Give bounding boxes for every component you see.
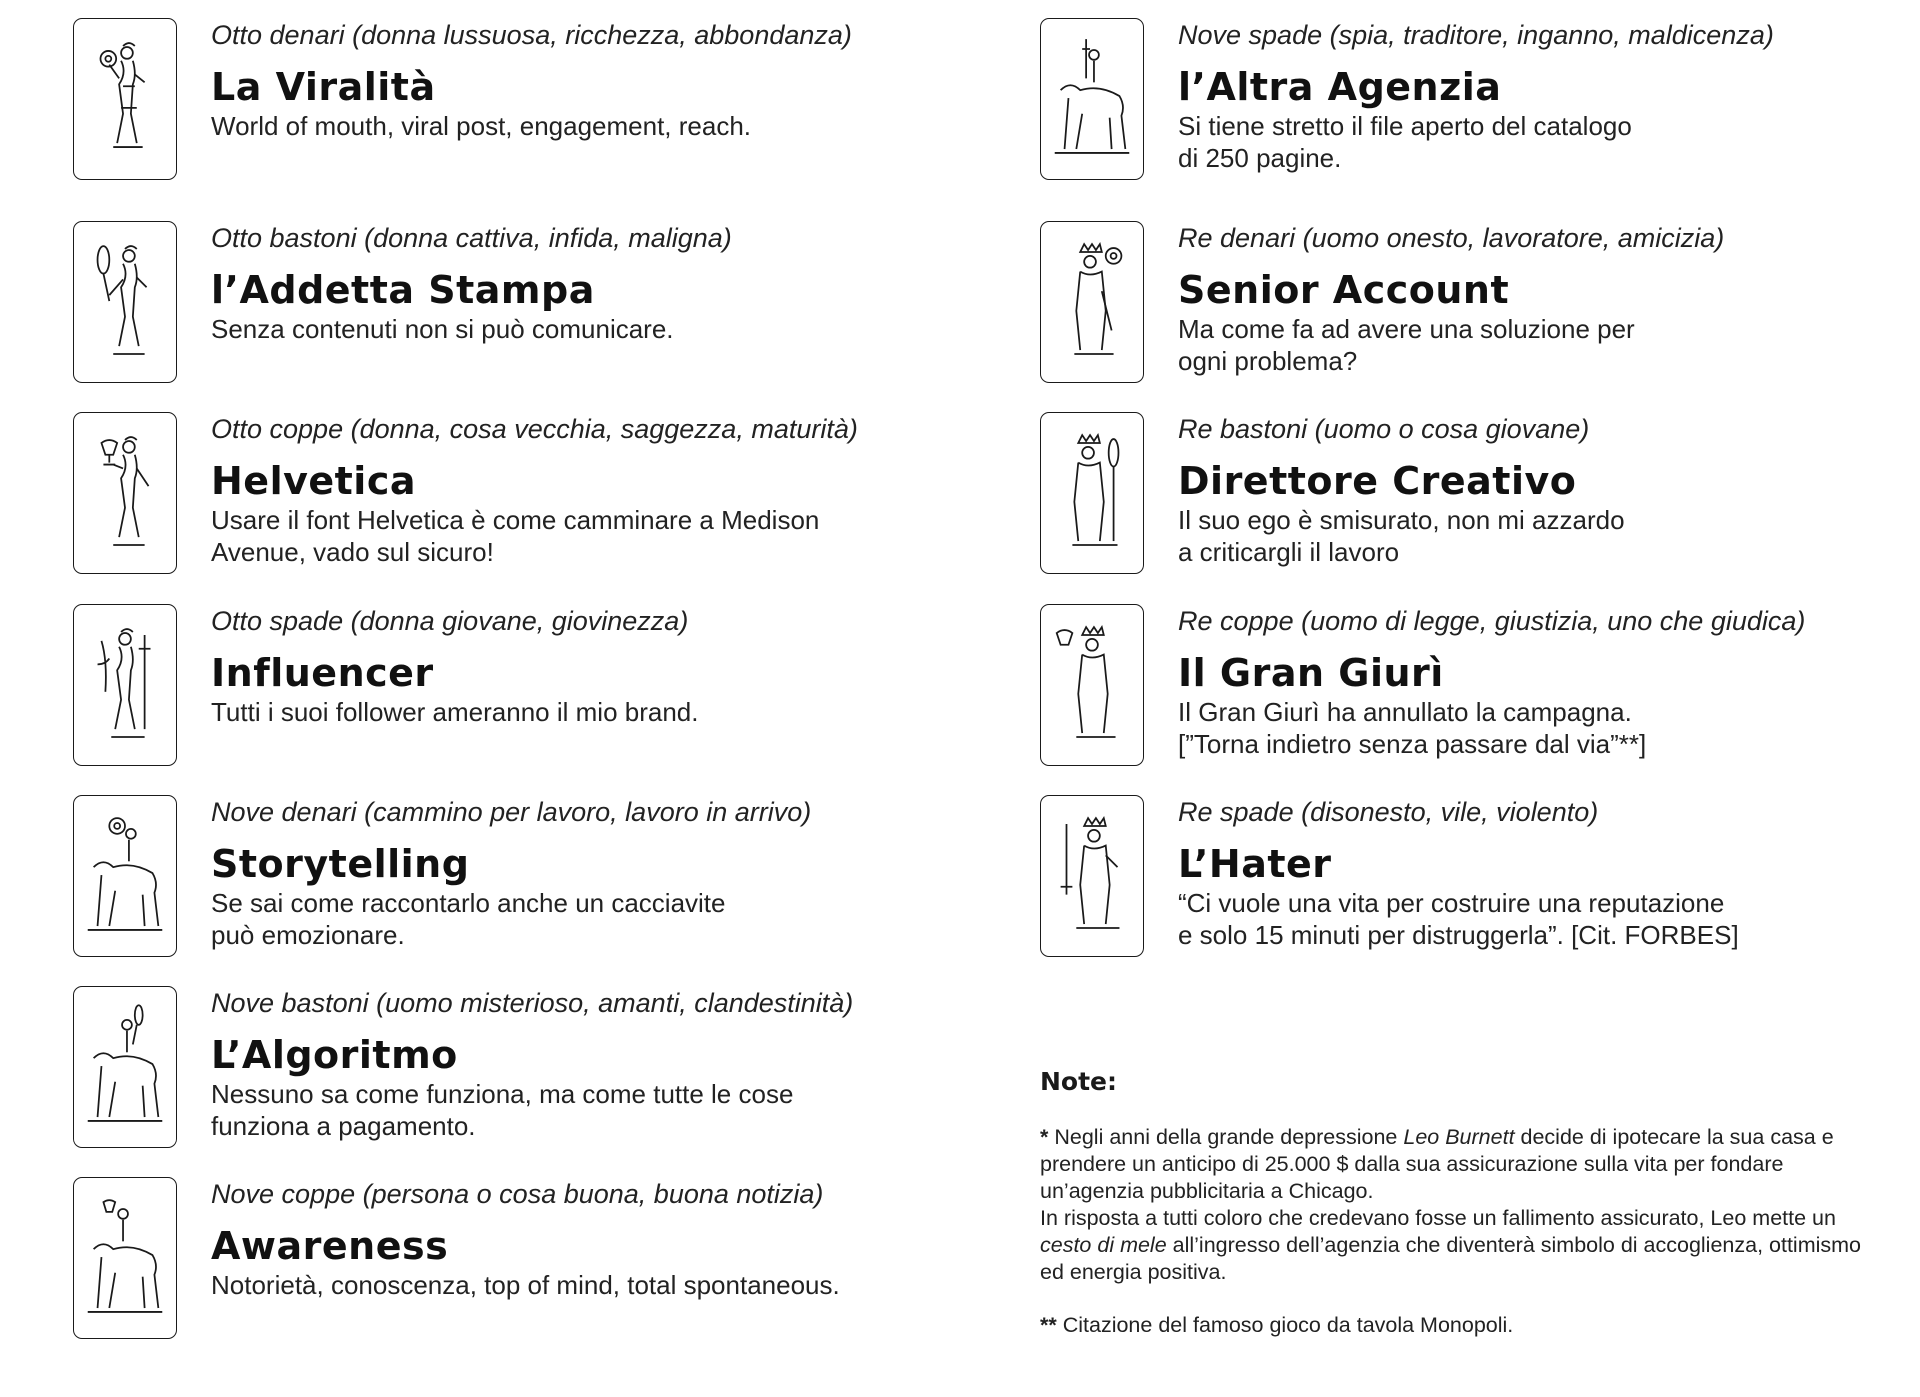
suit-line: Otto bastoni (donna cattiva, infida, maligna) [211,223,732,253]
note-marker: ** [1040,1313,1057,1337]
note-apples: cesto di mele [1040,1233,1167,1257]
card-entry [73,986,893,1156]
note-text: decide di ipotecare la sua casa e prendere un anticipo di 25.000 $ dalla sua assicurazione sulla vita per fondare un’agenzia pubblicitaria a Chicago. [1040,1125,1834,1203]
card-description: Nessuno sa come funziona, ma come tutte le cose funziona a pagamento. [211,1079,794,1141]
note-text: In risposta a tutti coloro che credevano fosse un fallimento assicurato, Leo mette un [1040,1206,1836,1230]
note-1-continued [1040,1205,1880,1286]
card-title: Awareness [211,1224,449,1268]
card-title: Direttore Creativo [1178,459,1577,503]
card-title: Senior Account [1178,268,1510,312]
note-2 [1040,1312,1880,1339]
note-1 [1040,1124,1880,1205]
card-description: Si tiene stretto il file aperto del catalogo di 250 pagine. [1178,111,1632,173]
card-description: Il Gran Giurì ha annullato la campagna. [”Torna indietro senza passare dal via”**] [1178,697,1647,759]
card-title: Il Gran Giurì [1178,651,1444,695]
card-entry [1040,795,1860,965]
card-entry [1040,221,1860,391]
card-title: l’Altra Agenzia [1178,65,1502,109]
figure-with-coin-icon [73,18,177,180]
suit-line: Re coppe (uomo di legge, giustizia, uno che giudica) [1178,606,1806,636]
notes-heading: Note: [1040,1067,1118,1096]
figure-with-sword-icon [73,604,177,766]
card-entry [1040,18,1860,188]
card-entry [73,412,893,582]
suit-line: Nove bastoni (uomo misterioso, amanti, clandestinità) [211,988,854,1018]
card-title: Helvetica [211,459,417,503]
card-entry [73,221,893,391]
horse-rider-cup-icon [73,1177,177,1339]
card-entry [73,1177,893,1347]
suit-line: Nove coppe (persona o cosa buona, buona notizia) [211,1179,824,1209]
note-text: Negli anni della grande depressione [1048,1125,1404,1149]
card-entry [73,18,893,188]
note-name: Leo Burnett [1403,1125,1515,1149]
card-title: Influencer [211,651,434,695]
suit-line: Re denari (uomo onesto, lavoratore, amicizia) [1178,223,1725,253]
card-title: L’Algoritmo [211,1033,458,1077]
horse-rider-sword-icon [1040,18,1144,180]
card-entry [1040,604,1860,774]
suit-line: Re spade (disonesto, vile, violento) [1178,797,1599,827]
card-description: Ma come fa ad avere una soluzione per ogni problema? [1178,314,1635,376]
card-description: Usare il font Helvetica è come camminare a Medison Avenue, vado sul sicuro! [211,505,820,567]
card-description: Se sai come raccontarlo anche un cacciavite può emozionare. [211,888,726,950]
card-title: L’Hater [1178,842,1332,886]
note-text: Citazione del famoso gioco da tavola Monopoli. [1056,1313,1514,1337]
card-title: Storytelling [211,842,470,886]
king-cup-icon [1040,604,1144,766]
card-entry [73,795,893,965]
suit-line: Otto denari (donna lussuosa, ricchezza, abbondanza) [211,20,852,50]
suit-line: Nove denari (cammino per lavoro, lavoro in arrivo) [211,797,812,827]
card-description: “Ci vuole una vita per costruire una reputazione e solo 15 minuti per distruggerla”. [Cit. FORBES] [1178,888,1739,950]
card-entry [73,604,893,774]
notes-section [1040,1066,1880,1339]
card-entry [1040,412,1860,582]
horse-rider-club-icon [73,986,177,1148]
card-title: La Viralità [211,65,436,109]
note-marker: * [1040,1125,1049,1149]
king-club-icon [1040,412,1144,574]
card-description: Notorietà, conoscenza, top of mind, total spontaneous. [211,1270,840,1300]
horse-rider-coin-icon [73,795,177,957]
note-text: all’ingresso dell’agenzia che diventerà simbolo di accoglienza, ottimismo ed energia positiva. [1040,1233,1862,1284]
suit-line: Otto spade (donna giovane, giovinezza) [211,606,689,636]
card-description: Tutti i suoi follower ameranno il mio brand. [211,697,699,727]
suit-line: Re bastoni (uomo o cosa giovane) [1178,414,1590,444]
card-title: l’Addetta Stampa [211,268,595,312]
figure-with-cup-icon [73,412,177,574]
card-description: World of mouth, viral post, engagement, reach. [211,111,752,141]
figure-with-club-icon [73,221,177,383]
king-sword-icon [1040,795,1144,957]
suit-line: Otto coppe (donna, cosa vecchia, saggezza, maturità) [211,414,858,444]
card-description: Senza contenuti non si può comunicare. [211,314,674,344]
suit-line: Nove spade (spia, traditore, inganno, maldicenza) [1178,20,1774,50]
card-description: Il suo ego è smisurato, non mi azzardo a criticargli il lavoro [1178,505,1625,567]
king-coin-icon [1040,221,1144,383]
